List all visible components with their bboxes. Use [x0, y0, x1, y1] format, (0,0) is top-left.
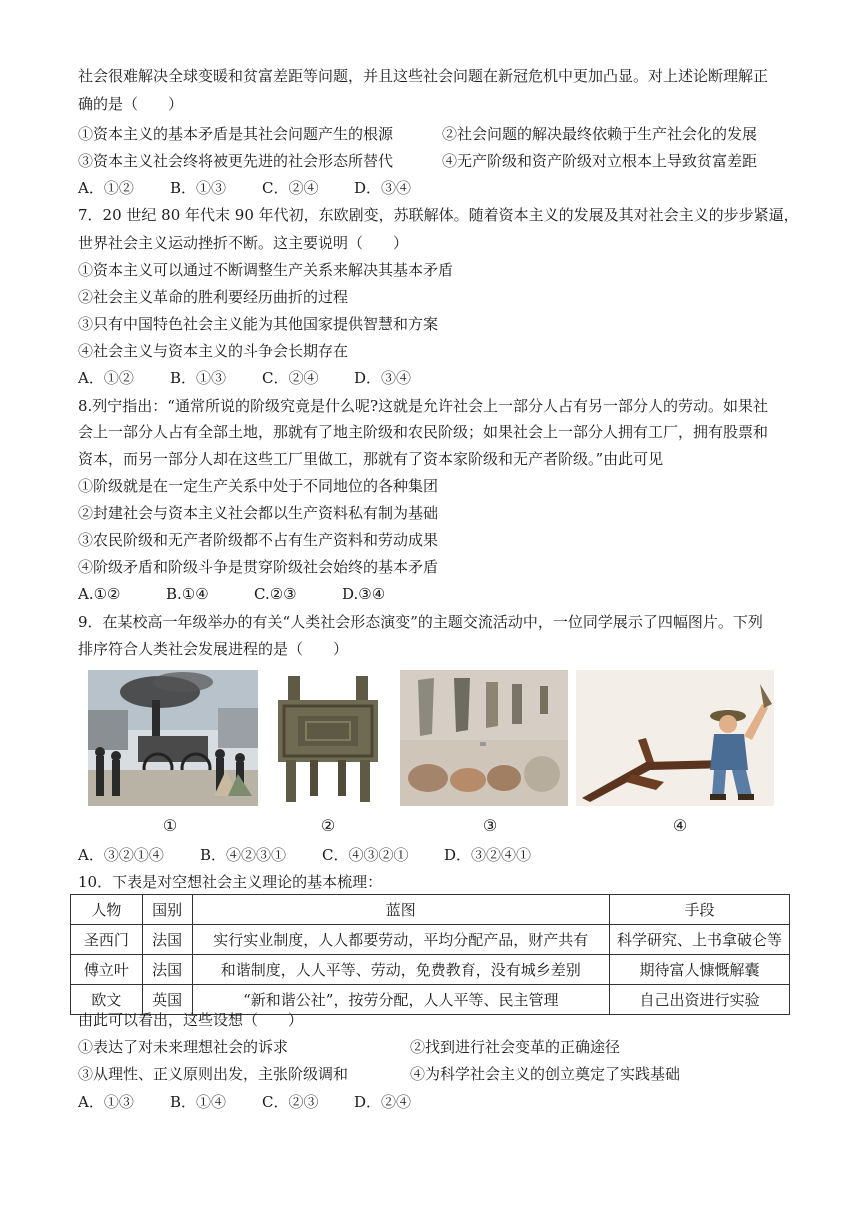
q9-option-c[interactable]: C．④③②① [322, 846, 409, 864]
q8-stem-line2: 会上一部分人占有全部土地，那就有了地主阶级和农民阶级；如果社会上一部分人拥有工厂，拥有股票和 [78, 423, 769, 441]
table-header-cell: 手段 [610, 895, 790, 925]
q6-statement-1: ①资本主义的基本矛盾是其社会问题产生的根源 [78, 125, 394, 143]
stone-tools-image [400, 670, 568, 806]
q7-statement-3: ③只有中国特色社会主义能为其他国家提供智慧和方案 [78, 315, 439, 333]
table-cell: 英国 [142, 985, 192, 1015]
image-caption-2: ② [320, 816, 336, 835]
q9-stem-line1: 9．在某校高一年级举办的有关“人类社会形态演变”的主题交流活动中，一位同学展示了四幅图片。下列 [78, 613, 763, 631]
q8-option-a[interactable]: A.①② [78, 585, 121, 603]
table-cell: 自己出资进行实验 [610, 985, 790, 1015]
image-caption-3: ③ [482, 816, 498, 835]
steam-locomotive-image [88, 670, 258, 806]
q10-option-c[interactable]: C．②③ [262, 1093, 319, 1111]
q7-option-c[interactable]: C．②④ [262, 369, 319, 387]
q7-option-a[interactable]: A．①② [78, 369, 134, 387]
q6-options [78, 178, 411, 198]
q10-statement-3: ③从理性、正义原则出发，主张阶级调和 [78, 1065, 349, 1083]
q8-options [78, 584, 385, 604]
q6-stem-line2: 确的是（ ） [78, 95, 184, 113]
q10-statement-4: ④为科学社会主义的创立奠定了实践基础 [410, 1065, 681, 1083]
q9-stem-line2: 排序符合人类社会发展进程的是（ ） [78, 640, 349, 658]
q6-statement-2: ②社会问题的解决最终依赖于生产社会化的发展 [442, 125, 758, 143]
utopian-socialism-table [70, 894, 790, 1015]
table-header-cell: 人物 [71, 895, 143, 925]
q8-statement-2: ②封建社会与资本主义社会都以生产资料私有制为基础 [78, 504, 439, 522]
table-row [71, 955, 790, 985]
q7-stem-line2: 世界社会主义运动挫折不断。这主要说明（ ） [78, 234, 409, 252]
q6-option-c[interactable]: C．②④ [262, 179, 319, 197]
q7-stem-line1: 7．20 世纪 80 年代末 90 年代初，东欧剧变，苏联解体。随着资本主义的发展及其对社会主义的步步紧逼， [78, 206, 799, 224]
q8-statement-1: ①阶级就是在一定生产关系中处于不同地位的各种集团 [78, 477, 439, 495]
table-cell: 期待富人慷慨解囊 [610, 955, 790, 985]
table-header-cell: 蓝图 [192, 895, 609, 925]
q10-statement-2: ②找到进行社会变革的正确途径 [410, 1038, 621, 1056]
q7-statement-2: ②社会主义革命的胜利要经历曲折的过程 [78, 288, 349, 306]
table-cell: 圣西门 [71, 925, 143, 955]
q9-option-d[interactable]: D．③②④① [444, 846, 532, 864]
q7-option-d[interactable]: D．③④ [354, 369, 412, 387]
q8-statement-4: ④阶级矛盾和阶级斗争是贯穿阶级社会始终的基本矛盾 [78, 558, 439, 576]
table-header-cell: 国别 [142, 895, 192, 925]
q6-statement-4: ④无产阶级和资产阶级对立根本上导致贫富差距 [442, 152, 758, 170]
table-cell: 科学研究、上书拿破仑等 [610, 925, 790, 955]
q8-stem-line1: 8.列宁指出：“通常所说的阶级究竟是什么呢?这就是允许社会上一部分人占有另一部分人的劳动。如果社 [78, 397, 769, 415]
table-header-row [71, 895, 790, 925]
farmer-plough-image [576, 670, 774, 806]
q10-stem: 10．下表是对空想社会主义理论的基本梳理： [78, 873, 383, 891]
q10-options [78, 1092, 411, 1112]
q8-stem-line3: 资本，而另一部分人却在这些工厂里做工，那就有了资本家阶级和无产者阶级。”由此可见 [78, 450, 664, 468]
q8-option-b[interactable]: B.①④ [166, 585, 209, 603]
q6-stem-line1: 社会很难解决全球变暖和贫富差距等问题，并且这些社会问题在新冠危机中更加凸显。对上述论断理解正 [78, 67, 769, 85]
q6-option-a[interactable]: A．①② [78, 179, 134, 197]
q9-option-b[interactable]: B．④②③① [200, 846, 287, 864]
bronze-ding-image [266, 670, 390, 806]
table-cell: 和谐制度，人人平等、劳动，免费教育，没有城乡差别 [192, 955, 609, 985]
q10-option-b[interactable]: B．①④ [170, 1093, 227, 1111]
q7-statement-1: ①资本主义可以通过不断调整生产关系来解决其基本矛盾 [78, 261, 454, 279]
table-cell: 傅立叶 [71, 955, 143, 985]
q7-statement-4: ④社会主义与资本主义的斗争会长期存在 [78, 342, 349, 360]
q10-statement-1: ①表达了对未来理想社会的诉求 [78, 1038, 289, 1056]
q7-option-b[interactable]: B．①③ [170, 369, 227, 387]
q8-option-d[interactable]: D.③④ [342, 585, 386, 603]
image-caption-1: ① [162, 816, 178, 835]
image-caption-4: ④ [672, 816, 688, 835]
q10-option-d[interactable]: D．②④ [354, 1093, 412, 1111]
q8-option-c[interactable]: C.②③ [254, 585, 297, 603]
q7-options [78, 368, 411, 388]
table-cell: “新和谐公社”，按劳分配，人人平等、民主管理 [192, 985, 609, 1015]
q6-option-b[interactable]: B．①③ [170, 179, 227, 197]
table-cell: 法国 [142, 925, 192, 955]
q6-option-d[interactable]: D．③④ [354, 179, 412, 197]
q10-after-text: 由此可以看出，这些设想（ ） [78, 1011, 304, 1029]
table-cell: 法国 [142, 955, 192, 985]
table-cell: 欧文 [71, 985, 143, 1015]
q9-option-a[interactable]: A．③②①④ [78, 846, 164, 864]
q10-option-a[interactable]: A．①③ [78, 1093, 134, 1111]
table-cell: 实行实业制度，人人都要劳动，平均分配产品，财产共有 [192, 925, 609, 955]
q8-statement-3: ③农民阶级和无产者阶级都不占有生产资料和劳动成果 [78, 531, 439, 549]
q6-statement-3: ③资本主义社会终将被更先进的社会形态所替代 [78, 152, 394, 170]
table-row [71, 925, 790, 955]
q9-options [78, 845, 531, 865]
